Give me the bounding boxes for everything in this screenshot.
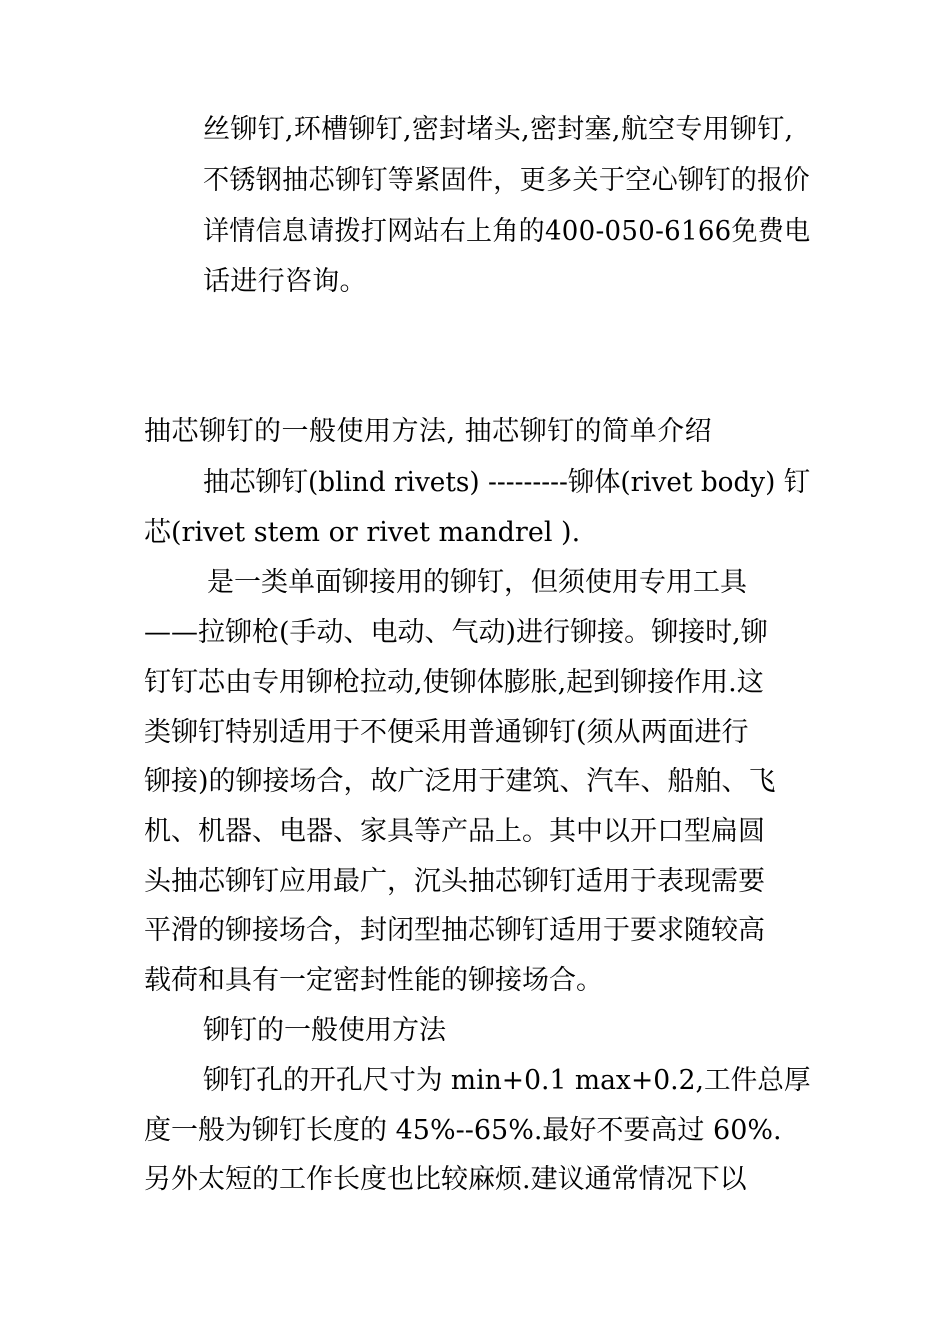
- paragraph-line: 载荷和具有一定密封性能的铆接场合。: [144, 965, 603, 996]
- paragraph-line: 类铆钉特别适用于不便采用普通铆钉(须从两面进行: [144, 717, 749, 748]
- paragraph-line: 另外太短的工作长度也比较麻烦.建议通常情况下以: [144, 1164, 747, 1195]
- paragraph-line: ——拉铆枪(手动、电动、气动)进行铆接。铆接时,铆: [144, 617, 768, 648]
- paragraph-line: 铆接)的铆接场合，故广泛用于建筑、汽车、船舶、飞: [144, 766, 776, 797]
- paragraph-line: 度一般为铆钉长度的 45%--65%.最好不要高过 60%.: [144, 1115, 782, 1146]
- paragraph-line: 不锈钢抽芯铆钉等紧固件，更多关于空心铆钉的报价: [203, 165, 810, 196]
- paragraph-line: 详情信息请拨打网站右上角的400-050-6166免费电: [203, 216, 811, 247]
- paragraph-line: 是一类单面铆接用的铆钉，但须使用专用工具: [207, 567, 747, 598]
- article-title: 抽芯铆钉的一般使用方法, 抽芯铆钉的简单介绍: [144, 416, 713, 447]
- paragraph-line: 丝铆钉,环槽铆钉,密封堵头,密封塞,航空专用铆钉,: [203, 114, 794, 145]
- paragraph-line: 铆钉孔的开孔尺寸为 min+0.1 max+0.2,工件总厚: [203, 1065, 811, 1096]
- paragraph-line: 头抽芯铆钉应用最广，沉头抽芯铆钉适用于表现需要: [144, 866, 765, 897]
- paragraph-line: 芯(rivet stem or rivet mandrel ).: [144, 517, 581, 548]
- paragraph-line: 抽芯铆钉(blind rivets) ---------铆体(rivet body) 钉: [203, 467, 811, 498]
- paragraph-line: 话进行咨询。: [203, 266, 367, 297]
- paragraph-line: 平滑的铆接场合，封闭型抽芯铆钉适用于要求随较高: [144, 915, 765, 946]
- paragraph-line: 钉钉芯由专用铆枪拉动,使铆体膨胀,起到铆接作用.这: [144, 667, 764, 698]
- section-subheading: 铆钉的一般使用方法: [203, 1015, 446, 1046]
- paragraph-line: 机、机器、电器、家具等产品上。其中以开口型扁圆: [144, 816, 765, 847]
